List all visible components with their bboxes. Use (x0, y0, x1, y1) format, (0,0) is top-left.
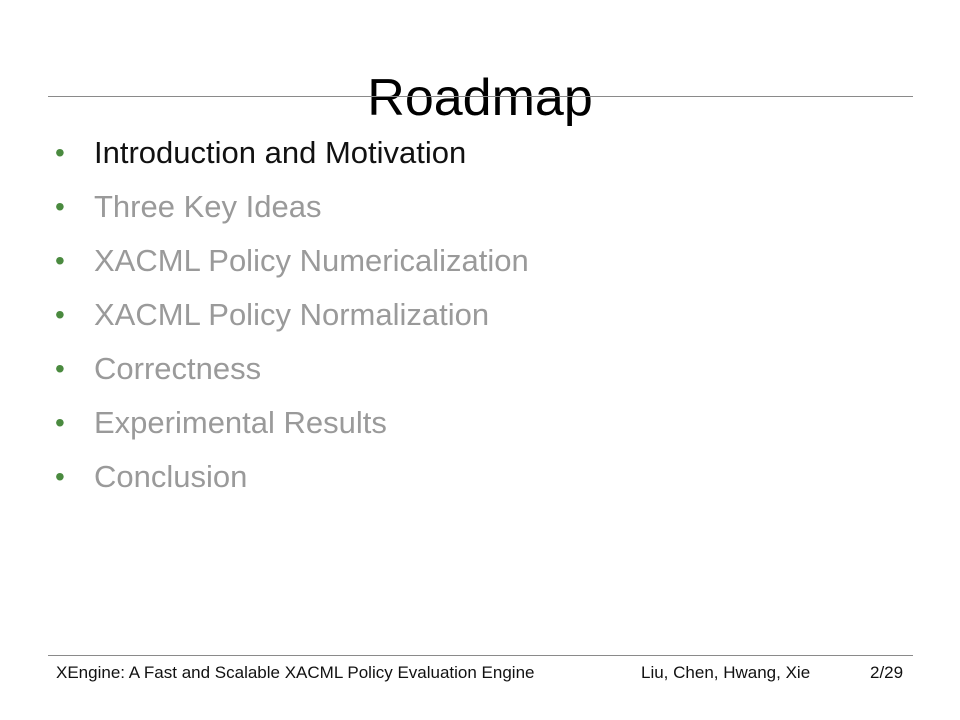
bullet-icon: • (55, 137, 65, 168)
roadmap-item-numericalization (55, 234, 529, 288)
roadmap-item-correctness (55, 342, 529, 396)
roadmap-item-key-ideas (55, 180, 529, 234)
bullet-icon: • (55, 245, 65, 276)
roadmap-item-label: Correctness (94, 351, 262, 386)
roadmap-item-label: XACML Policy Normalization (94, 297, 490, 332)
bullet-icon: • (55, 353, 65, 384)
roadmap-item-label: Conclusion (94, 459, 248, 494)
footer-authors: Liu, Chen, Hwang, Xie (641, 663, 811, 682)
footer-presentation-title: XEngine: A Fast and Scalable XACML Policy Evaluation Engine (56, 663, 535, 682)
bullet-icon: • (55, 461, 65, 492)
roadmap-list (55, 126, 529, 504)
roadmap-item-label: Three Key Ideas (94, 189, 322, 224)
roadmap-item-conclusion (55, 450, 529, 504)
roadmap-item-label: Introduction and Motivation (94, 135, 467, 170)
roadmap-item-label: XACML Policy Numericalization (94, 243, 529, 278)
footer-divider (48, 655, 913, 656)
roadmap-item-normalization (55, 288, 529, 342)
bullet-icon: • (55, 191, 65, 222)
slide-title: Roadmap (367, 68, 593, 127)
footer-page-number: 2/29 (870, 663, 904, 682)
title-divider (48, 96, 913, 97)
roadmap-item-experimental-results (55, 396, 529, 450)
roadmap-item-introduction (55, 126, 529, 180)
bullet-icon: • (55, 407, 65, 438)
roadmap-item-label: Experimental Results (94, 405, 387, 440)
bullet-icon: • (55, 299, 65, 330)
